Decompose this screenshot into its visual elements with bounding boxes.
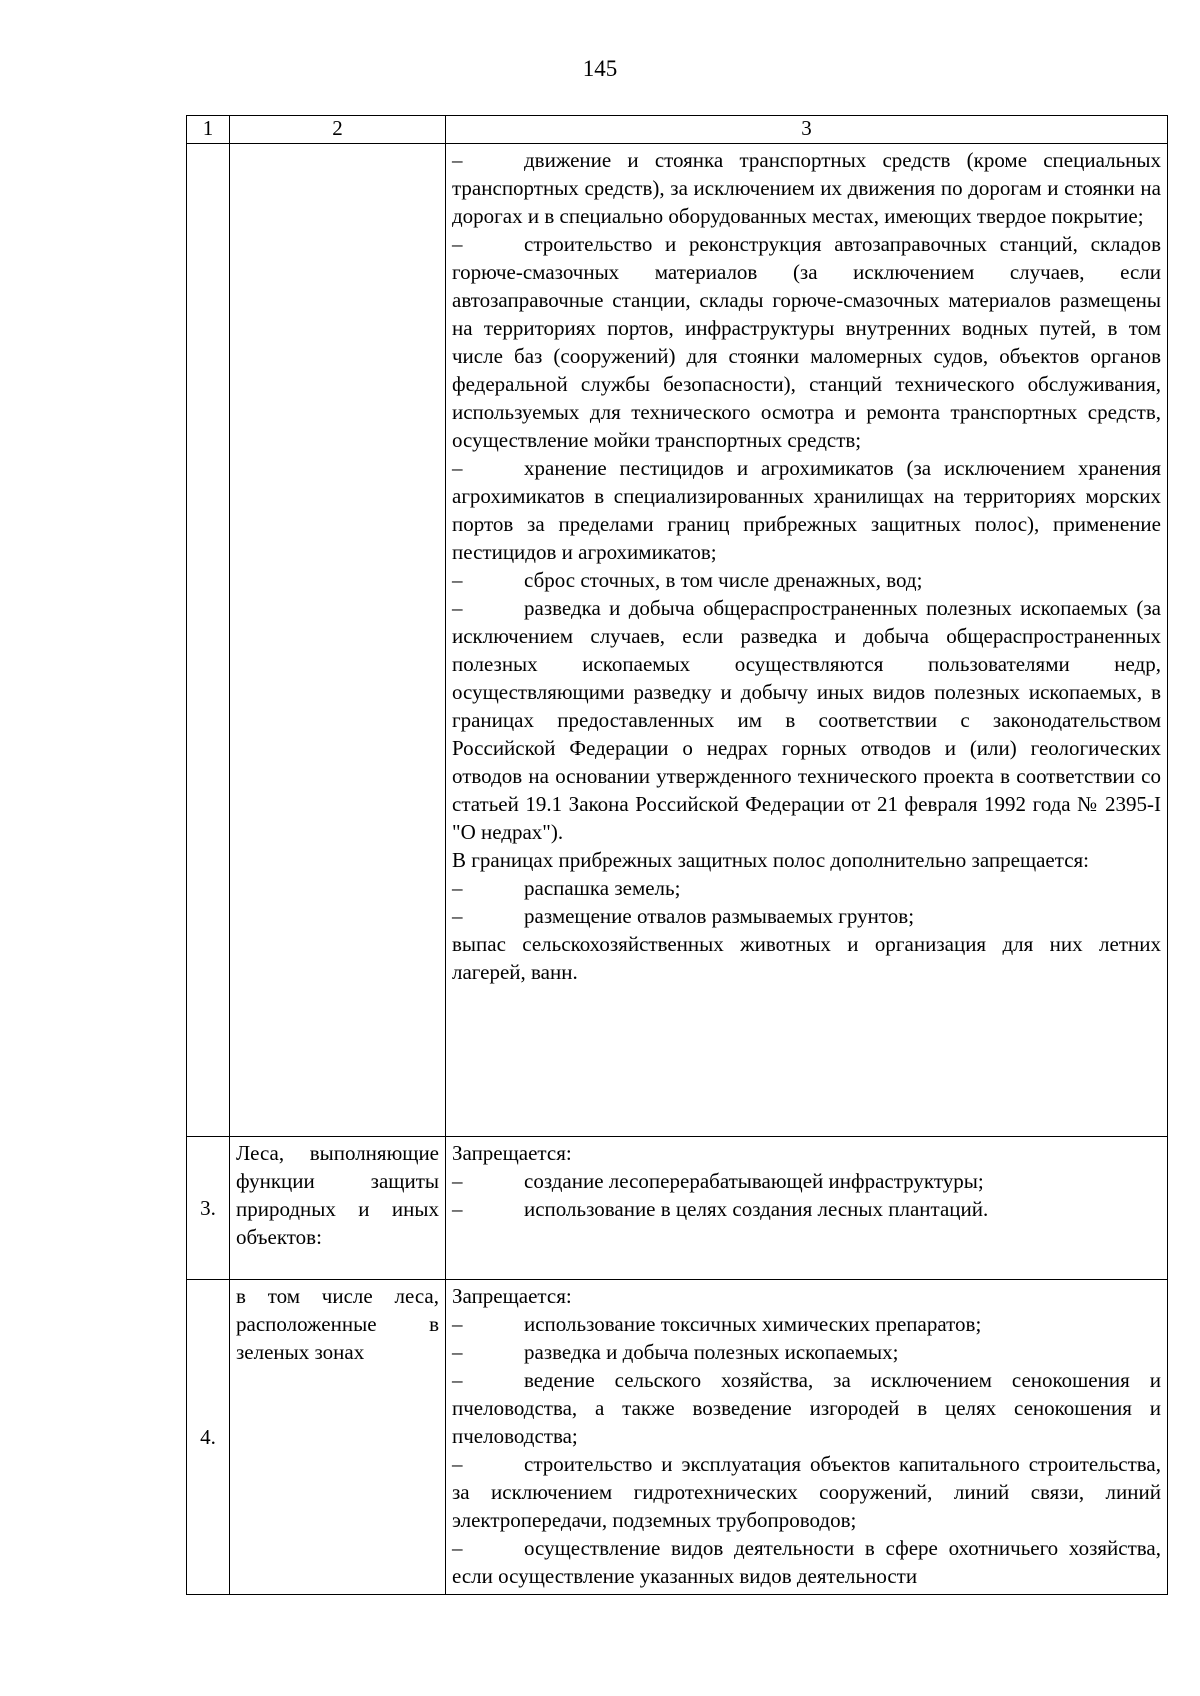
dash-bullet: –	[452, 596, 463, 620]
paragraph-text: строительство и эксплуатация объектов капитального строительства, за исключением гидротехнических сооружений, линий связи, линий электропередачи, подземных трубопроводов;	[452, 1452, 1161, 1532]
dash-bullet: –	[452, 1536, 463, 1560]
list-item	[452, 230, 1161, 454]
regulations-table	[186, 115, 1168, 1595]
list-item	[452, 1534, 1161, 1590]
paragraph-text: движение и стоянка транспортных средств (кроме специальных транспортных средств), за исключением их движения по дорогам и стоянки на дорогах и в специально оборудованных местах, имеющих твердое покрытие;	[452, 148, 1161, 228]
table-row	[187, 144, 1168, 1137]
table-header-row	[187, 116, 1168, 144]
paragraph-text: выпас сельскохозяйственных животных и организация для них летних лагерей, ванн.	[452, 932, 1161, 984]
list-item	[452, 1450, 1161, 1534]
paragraph-text: разведка и добыча полезных ископаемых;	[524, 1340, 899, 1364]
paragraph-text: строительство и реконструкция автозаправочных станций, складов горюче-смазочных материалов (за исключением случаев, если автозаправочные станции, склады горюче-смазочных материалов размещены на территориях портов, инфраструктуры внутренних водных путей, в том числе баз (сооружений) для стоянки маломерных судов, объектов органов федеральной службы безопасности), станций технического обслуживания, используемых для технического осмотра и ремонта транспортных средств, осуществление мойки транспортных средств;	[452, 232, 1161, 452]
row-object-name	[230, 144, 446, 1137]
row-number: 3.	[187, 1137, 230, 1280]
paragraph-text: осуществление видов деятельности в сфере охотничьего хозяйства, если осуществление указанных видов деятельности	[452, 1536, 1161, 1588]
paragraph-text: В границах прибрежных защитных полос дополнительно запрещается:	[452, 848, 1090, 872]
list-item	[452, 874, 1161, 902]
list-item	[452, 1195, 1161, 1223]
paragraph-text: Запрещается:	[452, 1141, 572, 1165]
row-restrictions	[446, 1137, 1168, 1280]
row-number	[187, 144, 230, 1137]
paragraph-text: сброс сточных, в том числе дренажных, вод;	[524, 568, 923, 592]
paragraph	[452, 1282, 1161, 1310]
table-row	[187, 1280, 1168, 1595]
dash-bullet: –	[452, 1312, 463, 1336]
dash-bullet: –	[452, 1452, 463, 1476]
dash-bullet: –	[452, 1197, 463, 1221]
dash-bullet: –	[452, 876, 463, 900]
paragraph-text: использование токсичных химических препаратов;	[524, 1312, 982, 1336]
paragraph-text: распашка земель;	[524, 876, 681, 900]
header-col-1: 1	[187, 116, 230, 144]
dash-bullet: –	[452, 456, 463, 480]
list-item	[452, 1338, 1161, 1366]
paragraph-text: размещение отвалов размываемых грунтов;	[524, 904, 915, 928]
row-number: 4.	[187, 1280, 230, 1595]
dash-bullet: –	[452, 904, 463, 928]
list-item	[452, 594, 1161, 846]
row-restrictions	[446, 1280, 1168, 1595]
dash-bullet: –	[452, 1169, 463, 1193]
list-item	[452, 454, 1161, 566]
paragraph-text: хранение пестицидов и агрохимикатов (за исключением хранения агрохимикатов в специализированных хранилищах на территориях морских портов за пределами границ прибрежных защитных полос), применение пестицидов и агрохимикатов;	[452, 456, 1161, 564]
paragraph-text: Запрещается:	[452, 1284, 572, 1308]
list-item	[452, 566, 1161, 594]
dash-bullet: –	[452, 148, 463, 172]
header-col-2: 2	[230, 116, 446, 144]
page-number: 145	[582, 56, 618, 81]
header-col-3: 3	[446, 116, 1168, 144]
paragraph-text: использование в целях создания лесных плантаций.	[524, 1197, 989, 1221]
paragraph	[452, 930, 1161, 986]
list-item	[452, 1366, 1161, 1450]
list-item	[452, 146, 1161, 230]
row-restrictions	[446, 144, 1168, 1137]
paragraph-text: ведение сельского хозяйства, за исключением сенокошения и пчеловодства, а также возведение изгородей в целях сенокошения и пчеловодства;	[452, 1368, 1161, 1448]
list-item	[452, 1167, 1161, 1195]
dash-bullet: –	[452, 1368, 463, 1392]
dash-bullet: –	[452, 568, 463, 592]
table-row	[187, 1137, 1168, 1280]
dash-bullet: –	[452, 232, 463, 256]
paragraph-text: создание лесоперерабатывающей инфраструктуры;	[524, 1169, 984, 1193]
row-object-name: в том числе леса, расположенные в зеленых зонах	[230, 1280, 446, 1595]
dash-bullet: –	[452, 1340, 463, 1364]
list-item	[452, 902, 1161, 930]
list-item	[452, 1310, 1161, 1338]
paragraph-text: разведка и добыча общераспространенных полезных ископаемых (за исключением случаев, если разведка и добыча общераспространенных полезных ископаемых осуществляются пользователями недр, осуществляющими разведку и добычу иных видов полезных ископаемых, в границах предоставленных им в соответствии с законодательством Российской Федерации о недрах горных отводов и (или) геологических отводов на основании утвержденного технического проекта в соответствии со статьей 19.1 Закона Российской Федерации от 21 февраля 1992 года № 2395-I "О недрах").	[452, 596, 1161, 844]
row-object-name: Леса, выполняющие функции защиты природных и иных объектов:	[230, 1137, 446, 1280]
paragraph	[452, 846, 1161, 874]
paragraph	[452, 1139, 1161, 1167]
